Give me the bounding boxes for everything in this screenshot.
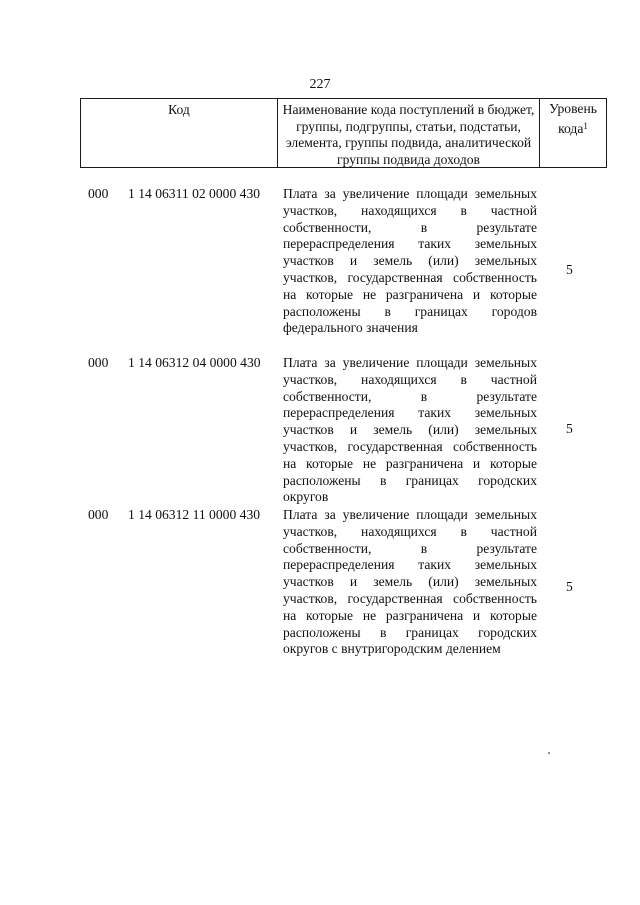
income-code: 1 14 06311 02 0000 430 [128, 186, 261, 201]
header-level-label: Уровень кода [549, 101, 597, 136]
code-level: 5 [566, 262, 573, 277]
income-code: 1 14 06312 04 0000 430 [128, 355, 261, 370]
page-number: 227 [309, 77, 331, 92]
admin-code: 000 [88, 355, 109, 370]
header-name-column: Наименование кода поступлений в бюджет, группы, подгруппы, статьи, подстатьи, элемента, группы подвида, аналитической группы подвида доходов [278, 99, 540, 167]
code-level: 5 [566, 421, 573, 436]
code-level: 5 [566, 579, 573, 594]
scan-speck [548, 752, 550, 754]
header-level-column [540, 99, 606, 167]
income-description: Плата за увеличение площади земельных участков, находящихся в частной собственности, в результате перераспределения таких земельных участков и земель (или) земельных участков, государственная собственность на которые не разграничена и которые расположены в границах городов федерального значения [283, 186, 537, 336]
admin-code: 000 [88, 186, 109, 201]
footnote-marker: 1 [583, 120, 588, 131]
table-header [80, 98, 607, 168]
income-description: Плата за увеличение площади земельных участков, находящихся в частной собственности, в результате перераспределения таких земельных участков и земель (или) земельных участков, государственная собственность на которые не разграничена и которые расположены в границах городских округов с внутригородским делением [283, 507, 537, 657]
header-code-column: Код [81, 99, 278, 167]
income-description: Плата за увеличение площади земельных участков, находящихся в частной собственности, в результате перераспределения таких земельных участков и земель (или) земельных участков, государственная собственность на которые не разграничена и которые расположены в границах городских округов [283, 355, 537, 505]
income-code: 1 14 06312 11 0000 430 [128, 507, 261, 522]
admin-code: 000 [88, 507, 109, 522]
